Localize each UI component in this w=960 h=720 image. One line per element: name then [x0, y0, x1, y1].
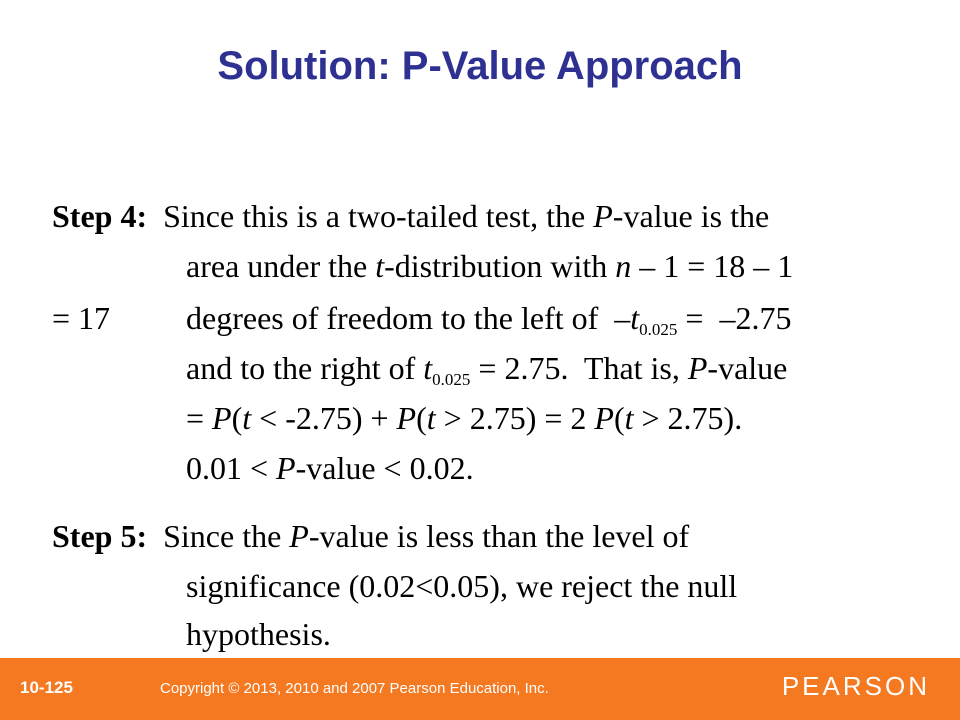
step4-line1: Step 4: Since this is a two-tailed test, the P-value is the: [52, 198, 770, 234]
step4-line3-left: = 17: [52, 300, 111, 336]
slide-title: Solution: P-Value Approach: [217, 44, 743, 88]
copyright-text: Copyright © 2013, 2010 and 2007 Pearson Education, Inc.: [160, 680, 549, 697]
step4-label: Step 4:: [52, 198, 148, 234]
step4-line2: area under the t-distribution with n – 1 = 18 – 1: [186, 248, 794, 284]
step5-label: Step 5:: [52, 518, 148, 554]
step4-line6: 0.01 < P-value < 0.02.: [186, 450, 474, 486]
pearson-logo: PEARSON: [781, 671, 930, 701]
step4-line3: degrees of freedom to the left of $-t_{0.025} = -2.75$: [186, 300, 792, 339]
step5-line3: hypothesis.: [186, 616, 331, 652]
step5-line1: Step 5: Since the P-value is less than the level of: [52, 518, 690, 554]
step5-line2: significance (0.02<0.05), we reject the null: [186, 568, 738, 604]
step4-line5: = P(t < -2.75) + P(t > 2.75) = 2 P(t > 2.75).: [186, 400, 743, 436]
slide-number: 10-125: [20, 678, 73, 697]
step4-line4: and to the right of $t_{0.025} = 2.75$. That is, P-value: [186, 350, 788, 389]
footer-bar: [0, 658, 960, 720]
